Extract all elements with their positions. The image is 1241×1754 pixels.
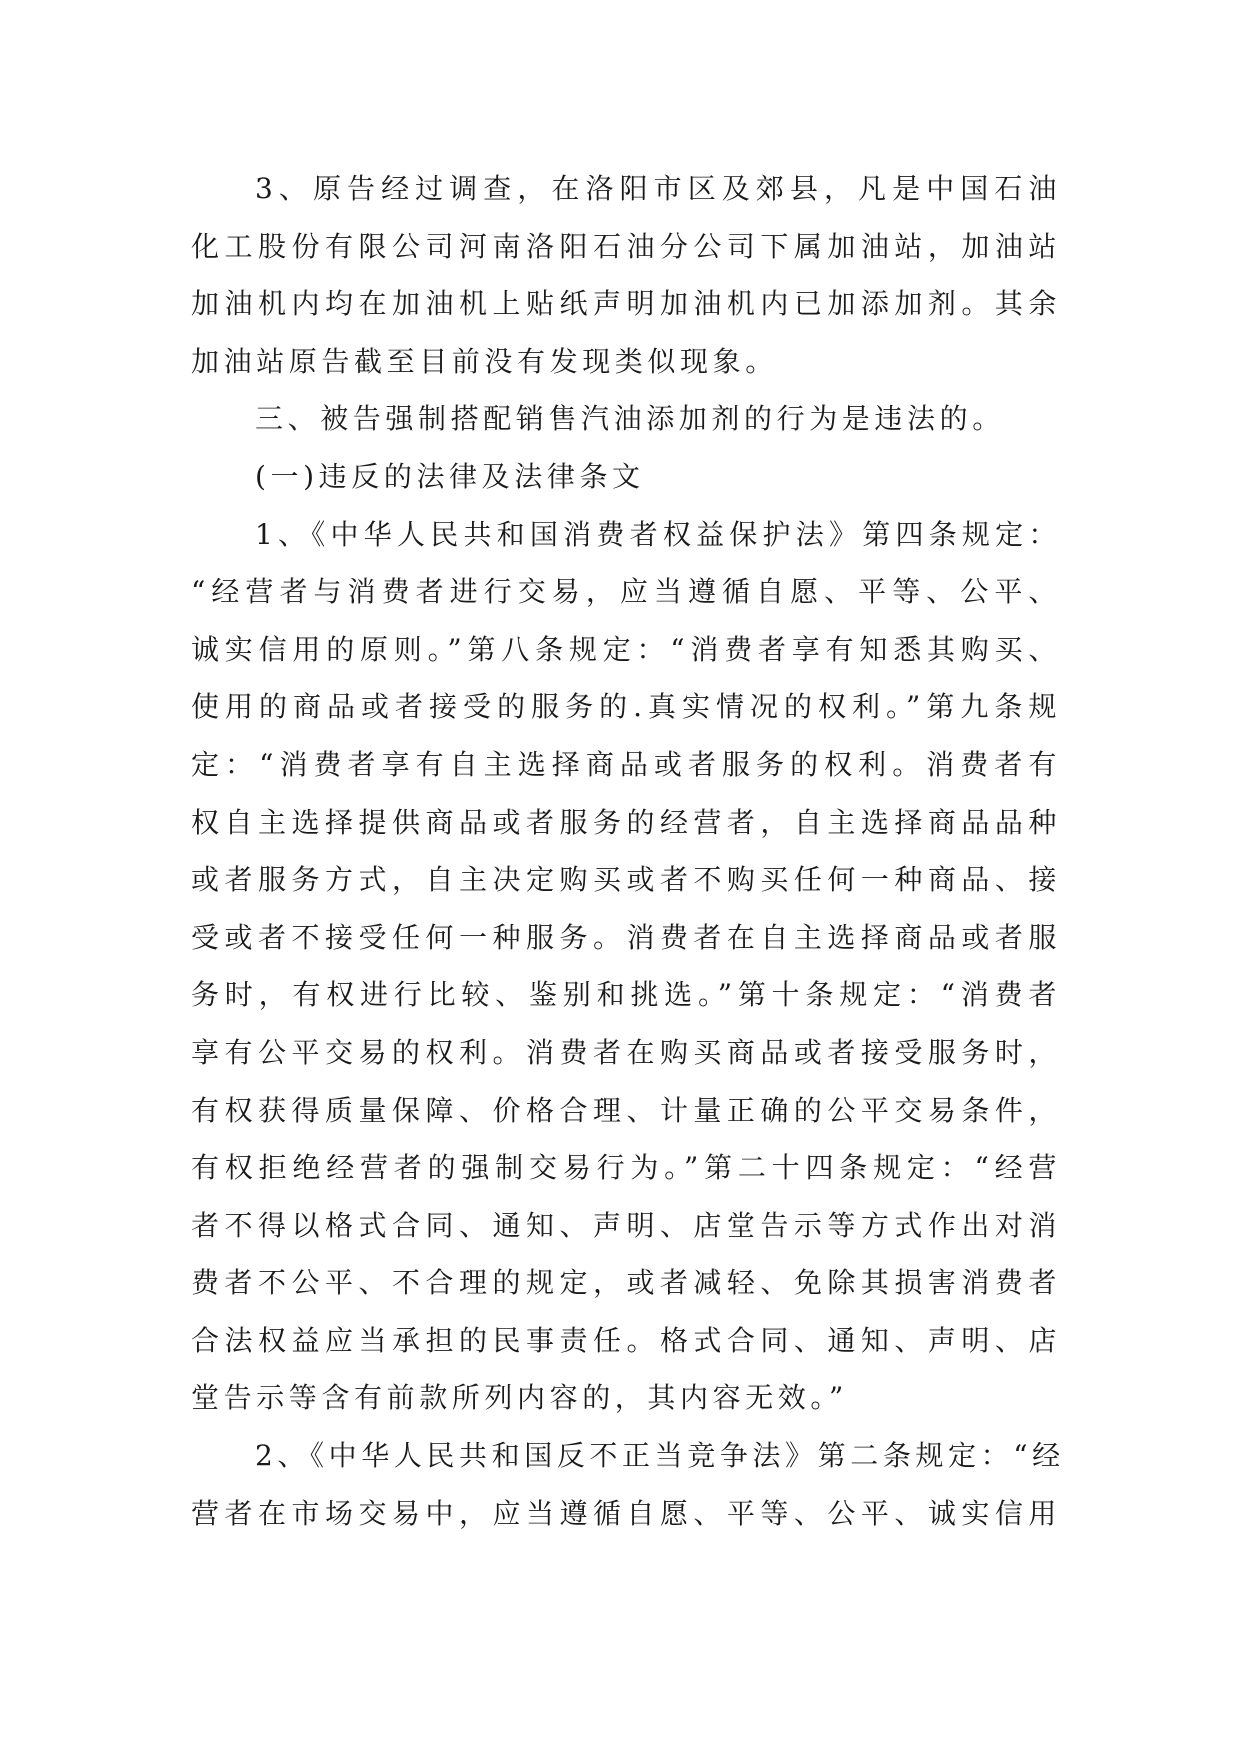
text-line: “经营者与消费者进行交易，应当遵循自愿、平等、公平、 <box>191 575 1061 609</box>
text-line: 堂告示等含有前款所列内容的，其内容无效。” <box>191 1381 848 1415</box>
text-line: 权自主选择提供商品或者服务的经营者，自主选择商品品种 <box>191 805 1061 839</box>
text-line: 加油机内均在加油机上贴纸声明加油机内已加添加剂。其余 <box>191 287 1061 321</box>
text-line: 享有公平交易的权利。消费者在购买商品或者接受服务时， <box>191 1035 1061 1069</box>
text-line: 3、原告经过调查，在洛阳市区及郊县，凡是中国石油 <box>255 172 1061 205</box>
text-line: (一)违反的法律及法律条文 <box>255 459 645 493</box>
text-line: 加油站原告截至目前没有发现类似现象。 <box>191 344 778 378</box>
text-line: 有权获得质量保障、价格合理、计量正确的公平交易条件， <box>191 1093 1061 1127</box>
text-line: 诚实信用的原则。”第八条规定：“消费者享有知悉其购买、 <box>191 632 1061 666</box>
text-line: 合法权益应当承担的民事责任。格式合同、通知、声明、店 <box>191 1323 1061 1357</box>
text-line: 费者不公平、不合理的规定，或者减轻、免除其损害消费者 <box>191 1266 1061 1300</box>
document-body <box>191 160 1065 1542</box>
text-line: 务时，有权进行比较、鉴别和挑选。”第十条规定：“消费者 <box>191 978 1061 1012</box>
text-line: 化工股份有限公司河南洛阳石油分公司下属加油站，加油站 <box>191 229 1061 263</box>
text-line: 1、《中华人民共和国消费者权益保护法》第四条规定： <box>255 517 1061 551</box>
text-line: 有权拒绝经营者的强制交易行为。”第二十四条规定：“经营 <box>191 1151 1061 1185</box>
text-line: 或者服务方式，自主决定购买或者不购买任何一种商品、接 <box>191 863 1061 897</box>
text-line: 定：“消费者享有自主选择商品或者服务的权利。消费者有 <box>191 747 1061 781</box>
text-line: 者不得以格式合同、通知、声明、店堂告示等方式作出对消 <box>191 1208 1061 1242</box>
text-line: 营者在市场交易中，应当遵循自愿、平等、公平、诚实信用 <box>191 1496 1061 1530</box>
text-line: 受或者不接受任何一种服务。消费者在自主选择商品或者服 <box>191 920 1061 954</box>
text-line: 三、被告强制搭配销售汽油添加剂的行为是违法的。 <box>255 402 1005 436</box>
text-line: 2、《中华人民共和国反不正当竞争法》第二条规定：“经 <box>255 1439 1065 1473</box>
text-line: 使用的商品或者接受的服务的.真实情况的权利。”第九条规 <box>191 690 1061 724</box>
